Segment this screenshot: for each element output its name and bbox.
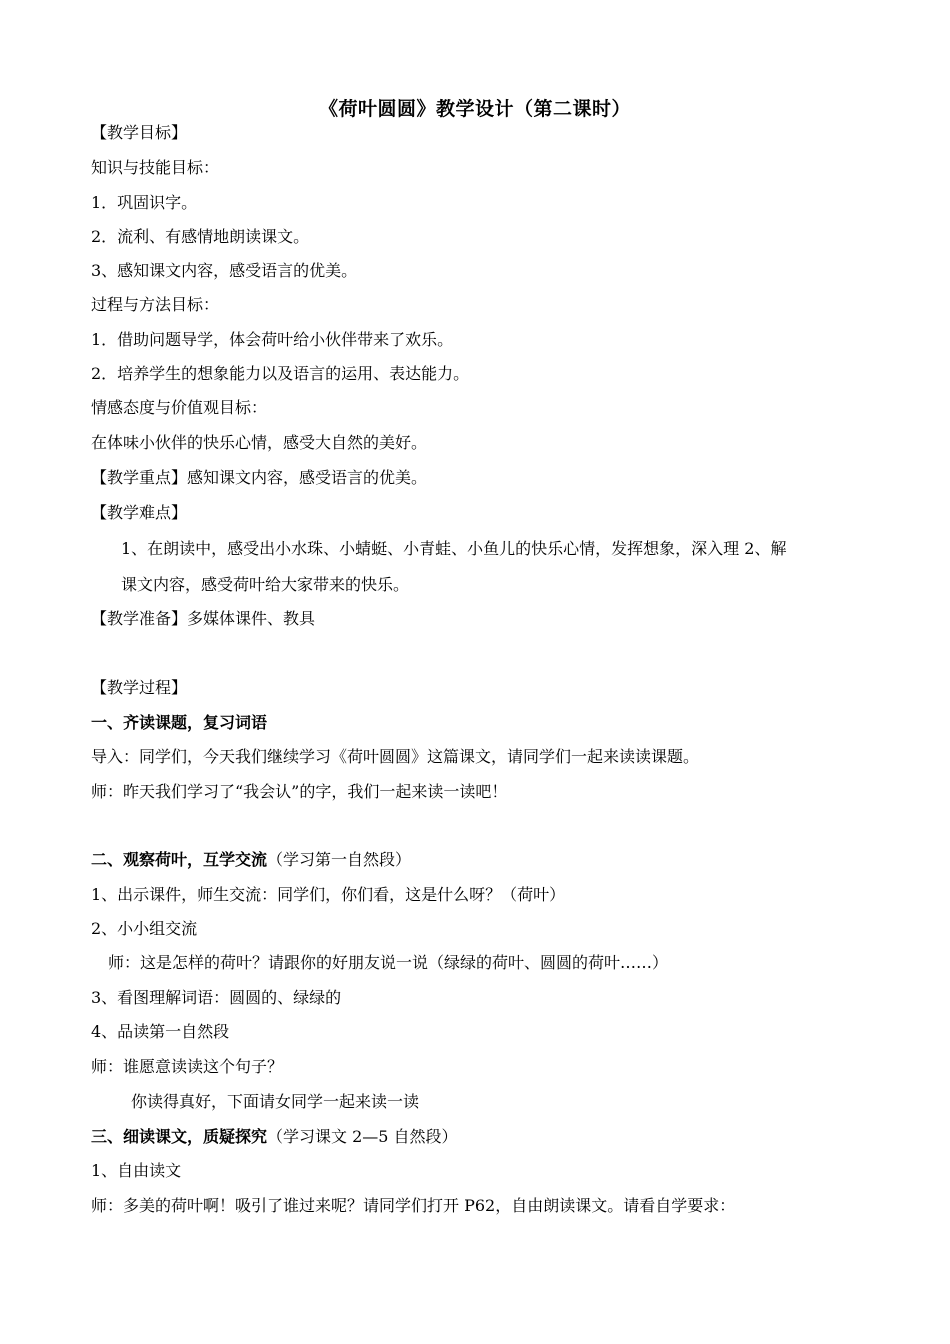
process-label: 过程与方法目标： (91, 295, 220, 314)
section-2-line: 1、出示课件，师生交流：同学们，你们看，这是什么呀？（荷叶） (91, 885, 566, 904)
section-2-line: 你读得真好，下面请女同学一起来读一读 (131, 1092, 420, 1111)
difficulty-line: 1、在朗读中，感受出小水珠、小蜻蜓、小青蛙、小鱼儿的快乐心情，发挥想象，深入理 2、解 (121, 539, 787, 558)
key-point (91, 467, 427, 489)
section-1-title: 一、齐读课题，复习词语 (91, 713, 268, 732)
difficulty-label: 【教学难点】 (91, 503, 188, 522)
knowledge-item: 2．流利、有感情地朗读课文。 (91, 227, 310, 246)
section-3-line: 1、自由读文 (91, 1161, 182, 1180)
section-2-heading (91, 849, 411, 871)
section-1-line: 导入：同学们，今天我们继续学习《荷叶圆圆》这篇课文，请同学们一起来读读课题。 (91, 747, 700, 766)
key-point-label: 【教学重点】 (91, 468, 188, 487)
preparation (91, 608, 315, 630)
process-item: 2．培养学生的想象能力以及语言的运用、表达能力。 (91, 364, 470, 383)
section-2-line: 3、看图理解词语：圆圆的、绿绿的 (91, 988, 342, 1007)
section-3-title: 三、细读课文，质疑探究 (91, 1127, 268, 1146)
emotion-label: 情感态度与价值观目标： (91, 398, 268, 417)
section-2-title: 二、观察荷叶，互学交流 (91, 850, 268, 869)
section-3-heading (91, 1126, 458, 1148)
process-heading: 【教学过程】 (91, 678, 188, 697)
process-item: 1．借助问题导学，体会荷叶给小伙伴带来了欢乐。 (91, 330, 454, 349)
section-2-line: 4、品读第一自然段 (91, 1022, 230, 1041)
section-2-line: 师：谁愿意读读这个句子？ (91, 1057, 284, 1076)
section-3-note: （学习课文 2—5 自然段） (267, 1127, 458, 1146)
preparation-label: 【教学准备】 (91, 609, 188, 628)
emotion-text: 在体味小伙伴的快乐心情，感受大自然的美好。 (91, 433, 428, 452)
difficulty-line: 课文内容，感受荷叶给大家带来的快乐。 (121, 575, 410, 594)
section-3-line: 师：多美的荷叶啊！吸引了谁过来呢？请同学们打开 P62，自由朗读课文。请看自学要求： (91, 1196, 736, 1215)
knowledge-item: 1．巩固识字。 (91, 193, 198, 212)
document-title: 《荷叶圆圆》教学设计（第二课时） (318, 98, 631, 120)
knowledge-item: 3、感知课文内容，感受语言的优美。 (91, 261, 358, 280)
key-point-text: 感知课文内容，感受语言的优美。 (187, 468, 428, 487)
section-2-note: （学习第一自然段） (267, 850, 412, 869)
section-2-line: 师：这是怎样的荷叶？请跟你的好朋友说一说（绿绿的荷叶、圆圆的荷叶……） (108, 953, 669, 972)
preparation-text: 多媒体课件、教具 (187, 609, 316, 628)
section-2-line: 2、小小组交流 (91, 919, 198, 938)
knowledge-label: 知识与技能目标： (91, 158, 220, 177)
section-1-line: 师：昨天我们学习了“我会认”的字，我们一起来读一读吧！ (91, 782, 508, 801)
objectives-heading: 【教学目标】 (91, 123, 188, 142)
